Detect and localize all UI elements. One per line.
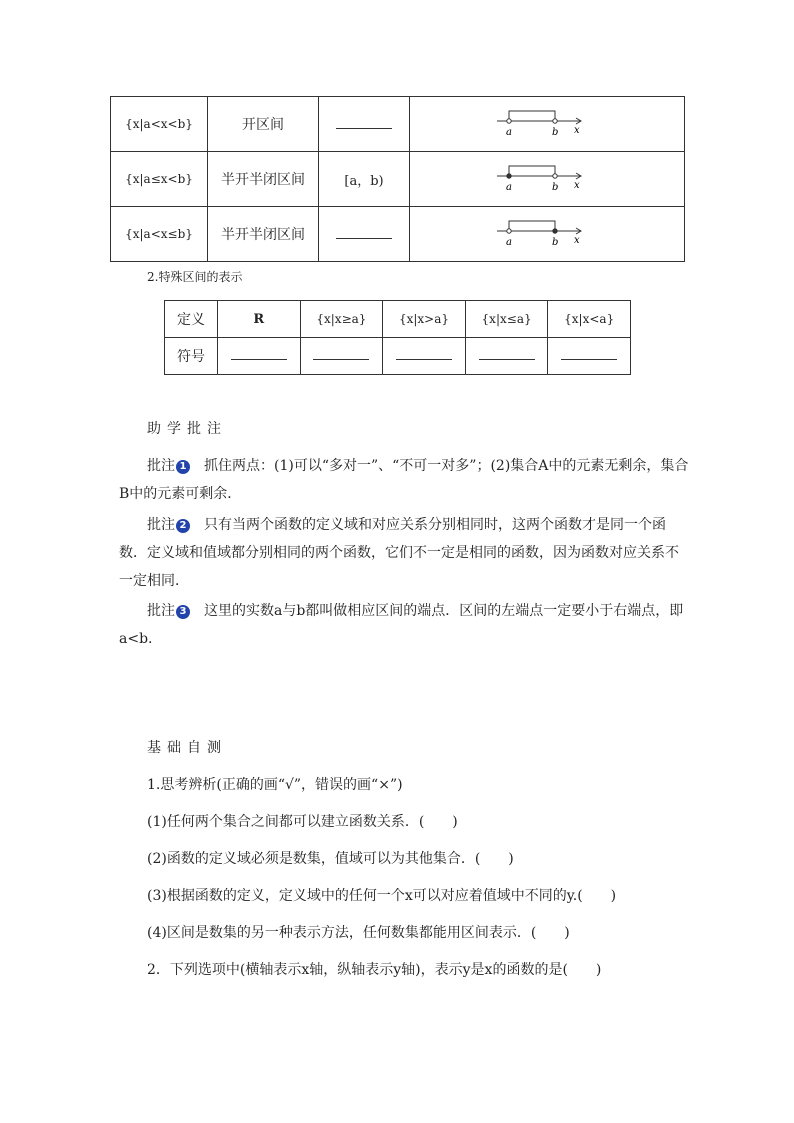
symbol-blank [319, 97, 410, 152]
symbol-text: [a，b) [319, 152, 410, 207]
note-1 [119, 452, 689, 508]
column-cell: {x|x≥a} [300, 301, 383, 338]
symbol-blank [465, 338, 548, 375]
note-3 [119, 597, 689, 653]
note-label: 批注 [147, 458, 175, 474]
number-line-right-closed [492, 215, 602, 249]
note-text: 抓住两点：(1)可以“多对一”、“不可一对多”；(2)集合A中的元素无剩余，集合B中的元素可剩余． [119, 458, 689, 502]
svg-text:a: a [506, 237, 512, 248]
interval-name: 半开半闭区间 [208, 207, 319, 262]
question-1-2: (2)函数的定义域必须是数集，值域可以为其他集合．( ) [147, 851, 514, 867]
svg-text:b: b [552, 237, 559, 248]
svg-text:a: a [506, 127, 512, 138]
number-line-open [492, 105, 602, 139]
set-notation: {x|a<x≤b} [111, 207, 208, 262]
svg-text:b: b [552, 127, 559, 138]
number-line-left-closed [492, 160, 602, 194]
symbol-blank [548, 338, 631, 375]
svg-text:a: a [506, 182, 512, 193]
selftest-heading: 基础自测 [147, 740, 227, 756]
interval-name: 半开半闭区间 [208, 152, 319, 207]
interval-name: 开区间 [208, 97, 319, 152]
svg-text:x: x [574, 235, 580, 246]
table-row [165, 338, 631, 375]
question-2: 2．下列选项中(横轴表示x轴，纵轴表示y轴)，表示y是x的函数的是( ) [147, 962, 602, 978]
question-1-1: (1)任何两个集合之间都可以建立函数关系．( ) [147, 814, 458, 830]
number-line-cell [410, 97, 685, 152]
table-row [111, 207, 685, 262]
svg-text:x: x [574, 125, 580, 136]
column-cell: R [218, 301, 301, 338]
number-line-cell [410, 207, 685, 262]
set-notation: {x|a≤x<b} [111, 152, 208, 207]
question-1: 1.思考辨析(正确的画“√”，错误的画“×”) [147, 777, 403, 793]
notes-heading: 助学批注 [147, 421, 227, 437]
number-badge-icon: 1 [176, 460, 190, 474]
column-cell: {x|x<a} [548, 301, 631, 338]
special-interval-table [164, 300, 631, 375]
symbol-blank [383, 338, 466, 375]
note-2 [119, 511, 689, 595]
number-badge-icon: 3 [176, 605, 190, 619]
note-label: 批注 [147, 603, 175, 619]
table-row [111, 97, 685, 152]
note-label: 批注 [147, 517, 175, 533]
question-1-4: (4)区间是数集的另一种表示方法，任何数集都能用区间表示．( ) [147, 925, 570, 941]
number-line-cell [410, 152, 685, 207]
svg-text:b: b [552, 182, 559, 193]
question-1-3: (3)根据函数的定义，定义域中的任何一个x可以对应着值域中不同的y.( ) [147, 888, 617, 904]
section-caption: 2.特殊区间的表示 [147, 270, 243, 284]
number-badge-icon: 2 [176, 519, 190, 533]
symbol-blank [300, 338, 383, 375]
column-cell: {x|x≤a} [465, 301, 548, 338]
column-cell: {x|x>a} [383, 301, 466, 338]
symbol-blank [319, 207, 410, 262]
table-row [111, 152, 685, 207]
set-notation: {x|a<x<b} [111, 97, 208, 152]
svg-text:x: x [574, 180, 580, 191]
row-header: 符号 [165, 338, 218, 375]
table-row [165, 301, 631, 338]
interval-table [110, 96, 685, 262]
symbol-blank [218, 338, 301, 375]
row-header: 定义 [165, 301, 218, 338]
note-text: 只有当两个函数的定义域和对应关系分别相同时，这两个函数才是同一个函数．定义域和值域都分别相同的两个函数，它们不一定是相同的函数，因为函数对应关系不一定相同． [119, 517, 679, 589]
note-text: 这里的实数a与b都叫做相应区间的端点．区间的左端点一定要小于右端点，即a<b. [119, 603, 684, 647]
